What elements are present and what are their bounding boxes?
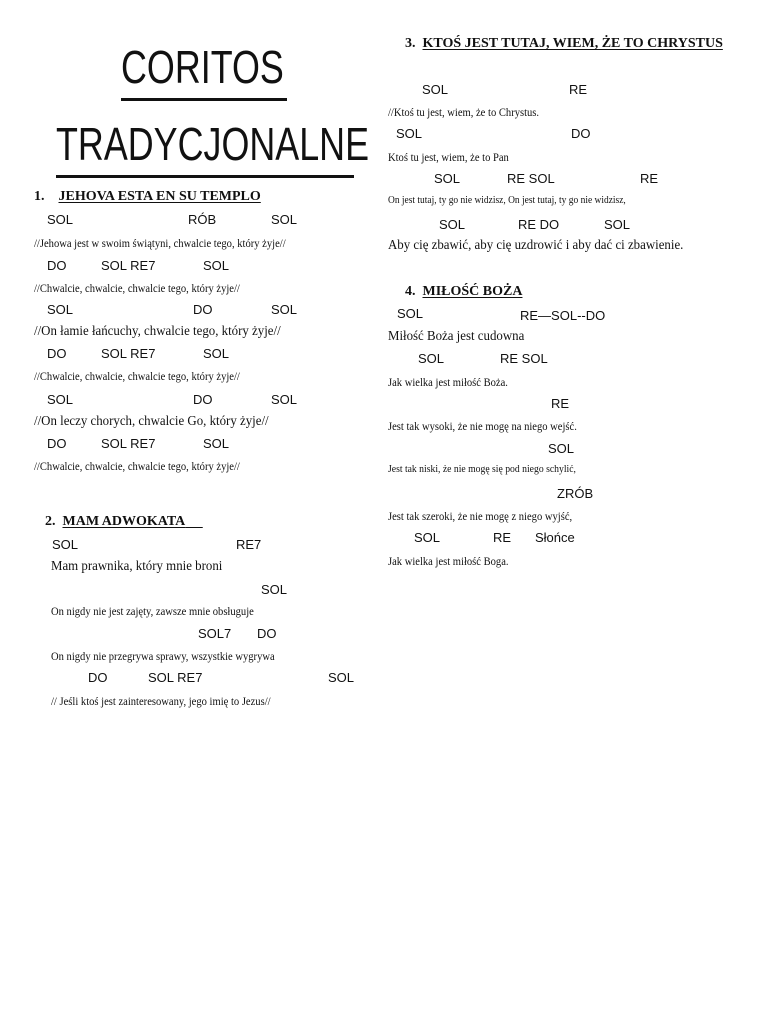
song1-chord: SOL RE7 [101, 346, 156, 361]
song2-heading [45, 514, 203, 530]
song2-lyric: Mam prawnika, który mnie broni [51, 559, 223, 574]
song2-chord: SOL7 [198, 626, 232, 641]
song4-lyric: Jest tak wysoki, że nie mogę na niego wejść. [388, 419, 577, 433]
song2-chord: SOL RE7 [148, 670, 203, 685]
song2-chord: DO [88, 670, 108, 685]
song1-chord: SOL RE7 [101, 436, 156, 451]
song4-chord: RE [551, 396, 570, 411]
song3-lyric: Ktoś tu jest, wiem, że to Pan [388, 150, 509, 164]
song1-heading [34, 189, 261, 205]
song1-chord: DO [193, 302, 213, 317]
song4-lyric: Jest tak szeroki, że nie mogę z niego wyjść, [388, 509, 573, 523]
song3-number: 3. [405, 36, 416, 51]
song2-chord: SOL [261, 582, 288, 597]
song2-chord: SOL [328, 670, 355, 685]
title-underline-2 [56, 175, 354, 178]
song3-chord: SOL [434, 171, 461, 186]
song1-chord: SOL [47, 212, 74, 227]
song4-chord: SOL [414, 530, 441, 545]
song3-lyric: On jest tutaj, ty go nie widzisz, On jest tutaj, ty go nie widzisz, [388, 194, 626, 206]
song2-chord: DO [257, 626, 277, 641]
song1-chord: DO [47, 346, 67, 361]
song1-chord: RÓB [188, 212, 217, 227]
song2-chord: RE7 [236, 537, 262, 552]
song4-chord: RE—SOL--DO [520, 308, 606, 323]
song1-number: 1. [34, 189, 45, 204]
song3-lyric: Aby cię zbawić, aby cię uzdrowić i aby dać ci zbawienie. [388, 238, 684, 253]
song1-chord: SOL [271, 392, 298, 407]
song4-heading [405, 284, 522, 300]
song3-chord: RE [640, 171, 659, 186]
title-underline-1 [121, 98, 287, 101]
song4-lyric: Miłość Boża jest cudowna [388, 329, 525, 344]
song1-lyric: //Chwalcie, chwalcie, chwalcie tego, który żyje// [34, 281, 240, 295]
song1-chord: SOL [47, 302, 74, 317]
song1-chord: SOL [271, 302, 298, 317]
song4-chord: SOL [548, 441, 575, 456]
song2-lyric: On nigdy nie jest zajęty, zawsze mnie obsługuje [51, 604, 254, 618]
song1-lyric: //On leczy chorych, chwalcie Go, który żyje// [34, 414, 269, 429]
song4-chord: SOL [397, 306, 424, 321]
title-line-2: TRADYCJONALNE [56, 118, 370, 170]
song1-chord: DO [47, 436, 67, 451]
song1-chord: SOL [47, 392, 74, 407]
song3-chord: DO [571, 126, 591, 141]
song4-lyric: Jak wielka jest miłość Boga. [388, 554, 509, 568]
song2-number: 2. [45, 514, 56, 529]
song3-chord: RE DO [518, 217, 560, 232]
song1-lyric: //Chwalcie, chwalcie, chwalcie tego, który żyje// [34, 459, 240, 473]
song3-chord: SOL [422, 82, 449, 97]
song4-lyric: Jest tak niski, że nie mogę się pod niego schylić, [388, 463, 576, 475]
song3-lyric: //Ktoś tu jest, wiem, że to Chrystus. [388, 105, 540, 119]
song4-number: 4. [405, 284, 416, 299]
song1-chord: DO [193, 392, 213, 407]
song1-chord: SOL [203, 436, 230, 451]
song1-lyric: //Chwalcie, chwalcie, chwalcie tego, który żyje// [34, 369, 240, 383]
song1-title: JEHOVA ESTA EN SU TEMPLO [58, 189, 261, 204]
song3-chord: RE [569, 82, 588, 97]
title-line-1: CORITOS [121, 41, 284, 93]
song3-chord: SOL [396, 126, 423, 141]
song4-chord: ZRÓB [557, 486, 594, 501]
song1-lyric: //Jehowa jest w swoim świątyni, chwalcie tego, który żyje// [34, 236, 286, 250]
song4-lyric: Jak wielka jest miłość Boża. [388, 375, 508, 389]
song1-chord: SOL [203, 346, 230, 361]
song3-title: KTOŚ JEST TUTAJ, WIEM, ŻE TO CHRYSTUS [422, 36, 723, 51]
song4-chord: Słońce [535, 530, 575, 545]
song4-chord: SOL [418, 351, 445, 366]
song2-lyric: // Jeśli ktoś jest zainteresowany, jego imię to Jezus// [51, 694, 271, 708]
song3-chord: SOL [604, 217, 631, 232]
song3-heading [405, 36, 723, 52]
song1-chord: SOL RE7 [101, 258, 156, 273]
song4-title: MIŁOŚĆ BOŻA [422, 284, 523, 299]
song1-chord: DO [47, 258, 67, 273]
song1-lyric: //On łamie łańcuchy, chwalcie tego, który żyje// [34, 324, 281, 339]
song3-chord: SOL [439, 217, 466, 232]
song4-chord: RE [493, 530, 512, 545]
song2-title: MAM ADWOKATA [62, 514, 186, 529]
song3-chord: RE SOL [507, 171, 555, 186]
song1-chord: SOL [271, 212, 298, 227]
song2-chord: SOL [52, 537, 79, 552]
song1-chord: SOL [203, 258, 230, 273]
song2-lyric: On nigdy nie przegrywa sprawy, wszystkie wygrywa [51, 649, 275, 663]
song4-chord: RE SOL [500, 351, 548, 366]
